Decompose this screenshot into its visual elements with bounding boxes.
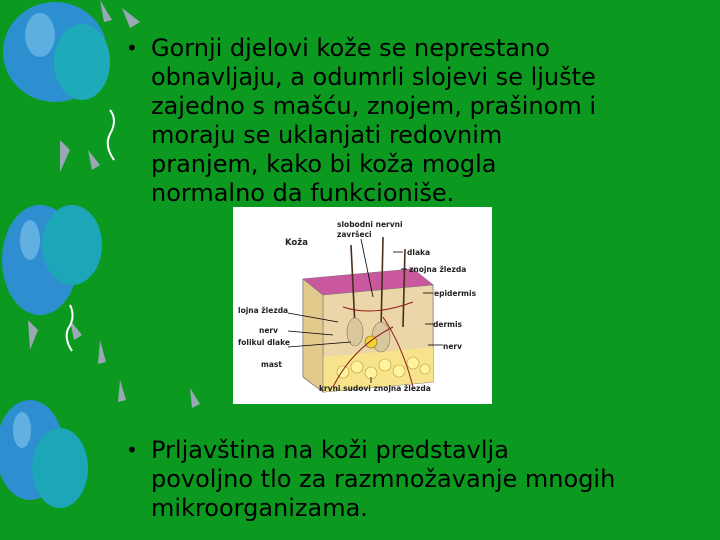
bullet-line: Prljavština na koži predstavlja [151, 436, 509, 464]
bullet-item [118, 436, 708, 523]
bullet-line: pranjem, kako bi koža mogla [151, 150, 497, 178]
label-blood-vessels-sweat-gland: krvni sudovi znojna žlezda [319, 384, 431, 393]
bullet-line: moraju se uklanjati redovnim [151, 121, 503, 149]
bullet-line: povoljno tlo za razmnožavanje mnogih [151, 465, 616, 493]
label-nerve-endings: završeci [337, 230, 372, 239]
label-dermis: dermis [433, 320, 463, 329]
balloon-icon [32, 428, 88, 508]
bullet-line: mikroorganizama. [151, 494, 368, 522]
label-hair: dlaka [407, 248, 431, 257]
label-sebaceous-gland: lojna žlezda [238, 306, 289, 315]
label-sweat-gland: znojna žlezda [409, 265, 467, 274]
bullet-line: zajedno s mašću, znojem, prašinom i [151, 92, 596, 120]
label-epidermis: epidermis [434, 289, 477, 298]
label-nerve-endings: slobodni nervni [337, 220, 403, 229]
bullet-text [151, 436, 708, 523]
label-follicle: folikul dlake [238, 338, 290, 347]
balloon-icon [42, 205, 102, 285]
bullet-text [151, 34, 708, 208]
bullet-dot-icon: • [126, 438, 138, 462]
label-fat: mast [261, 360, 282, 369]
label-nerve: nerv [443, 342, 463, 351]
figure-title: Koža [285, 238, 308, 248]
skin-diagram [233, 207, 492, 404]
bullet-line: Gornji djelovi kože se neprestano [151, 34, 550, 62]
bullet-line: obnavljaju, a odumrli slojevi se ljušte [151, 63, 596, 91]
bullet-line: normalno da funkcioniše. [151, 179, 455, 207]
bullet-item [118, 34, 708, 208]
balloon-icon [54, 24, 110, 100]
label-nerve: nerv [259, 326, 279, 335]
bullet-dot-icon: • [126, 36, 138, 60]
